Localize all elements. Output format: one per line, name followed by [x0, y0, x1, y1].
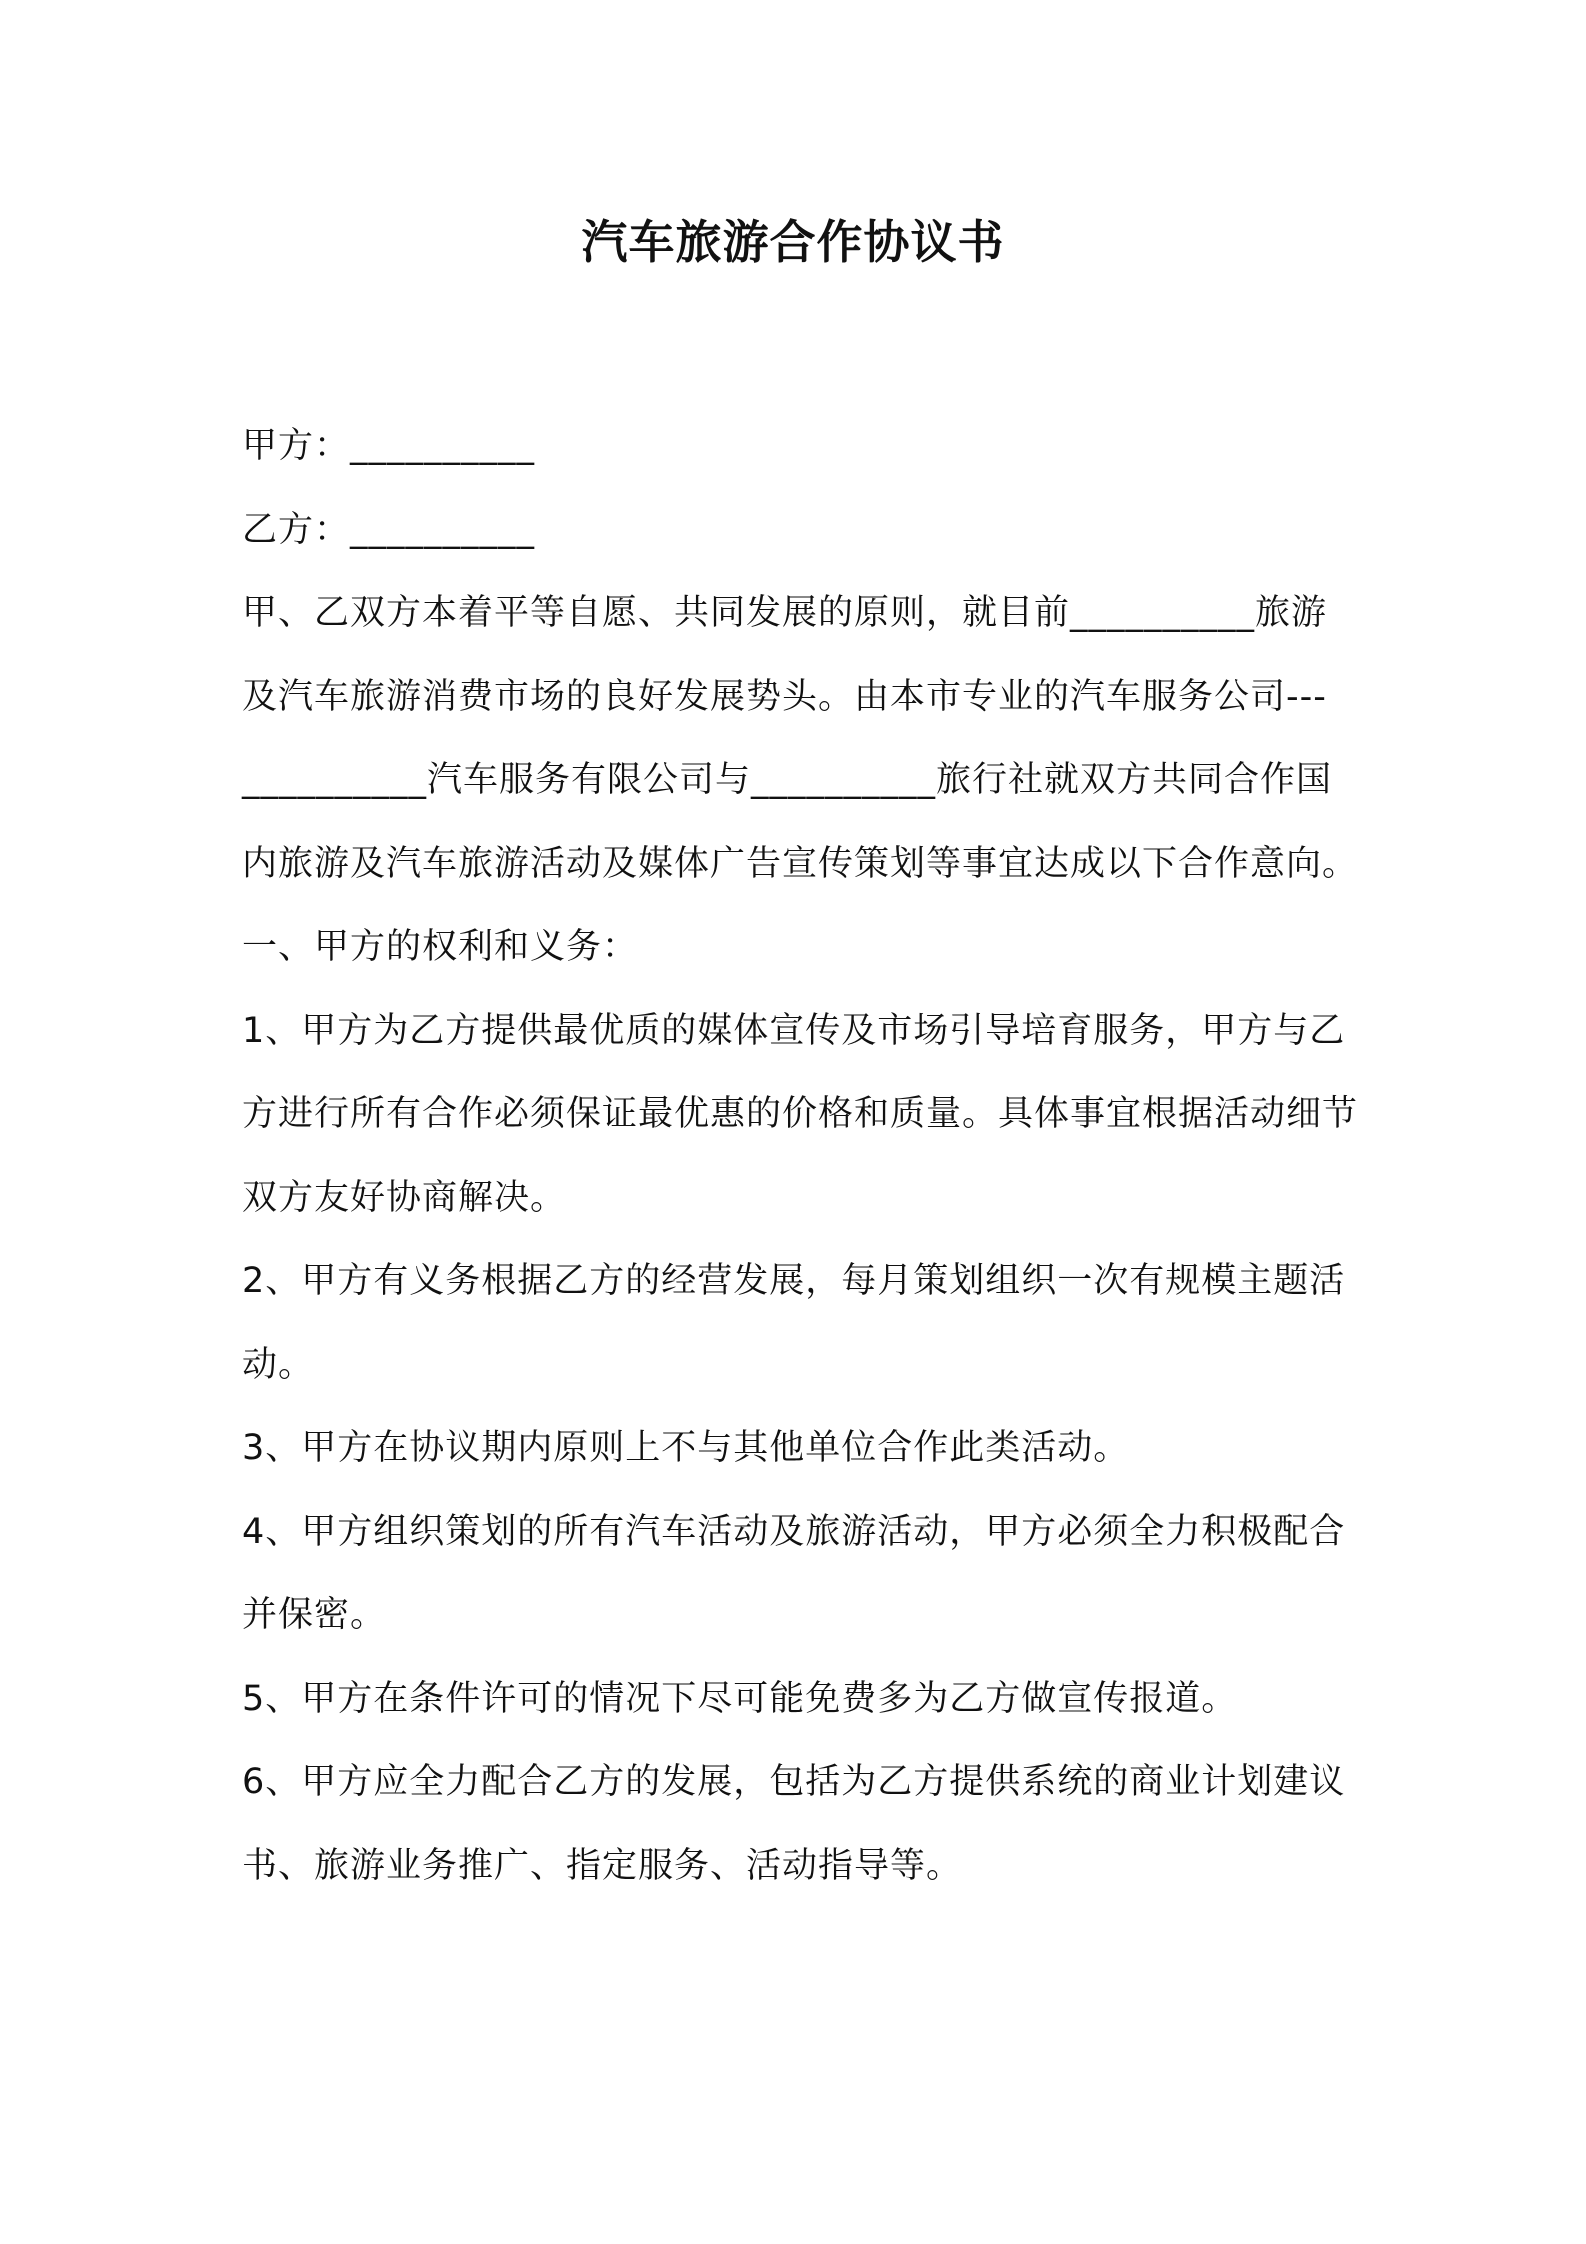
clause-2: 2、甲方有义务根据乙方的经营发展，每月策划组织一次有规模主题活动。	[242, 1261, 1346, 1385]
clause-6: 6、甲方应全力配合乙方的发展，包括为乙方提供系统的商业计划建议书、旅游业务推广、指定服务、活动指导等。	[242, 1762, 1346, 1886]
clause-1: 1、甲方为乙方提供最优质的媒体宣传及市场引导培育服务，甲方与乙方进行所有合作必须保证最优惠的价格和质量。具体事宜根据活动细节双方友好协商解决。	[242, 1010, 1359, 1218]
document-title: 汽车旅游合作协议书	[581, 215, 1005, 269]
clause-5: 5、甲方在条件许可的情况下尽可能免费多为乙方做宣传报道。	[242, 1678, 1238, 1719]
intro-paragraph: 甲、乙双方本着平等自愿、共同发展的原则，就目前__________旅游及汽车旅游消费市场的良好发展势头。由本市专业的汽车服务公司---__________汽车服务有限公司与__________旅行社就双方共同合作国内旅游及汽车旅游活动及媒体广告宣传策划等事宜达成以下合作意向。	[242, 593, 1359, 884]
clause-4: 4、甲方组织策划的所有汽车活动及旅游活动，甲方必须全力积极配合并保密。	[242, 1511, 1346, 1635]
party-b-line: 乙方：__________	[242, 509, 536, 550]
party-a-line: 甲方：__________	[242, 426, 536, 466]
clause-3: 3、甲方在协议期内原则上不与其他单位合作此类活动。	[242, 1428, 1130, 1468]
section-heading: 一、甲方的权利和义务：	[242, 927, 639, 967]
document-body	[242, 405, 1362, 1908]
